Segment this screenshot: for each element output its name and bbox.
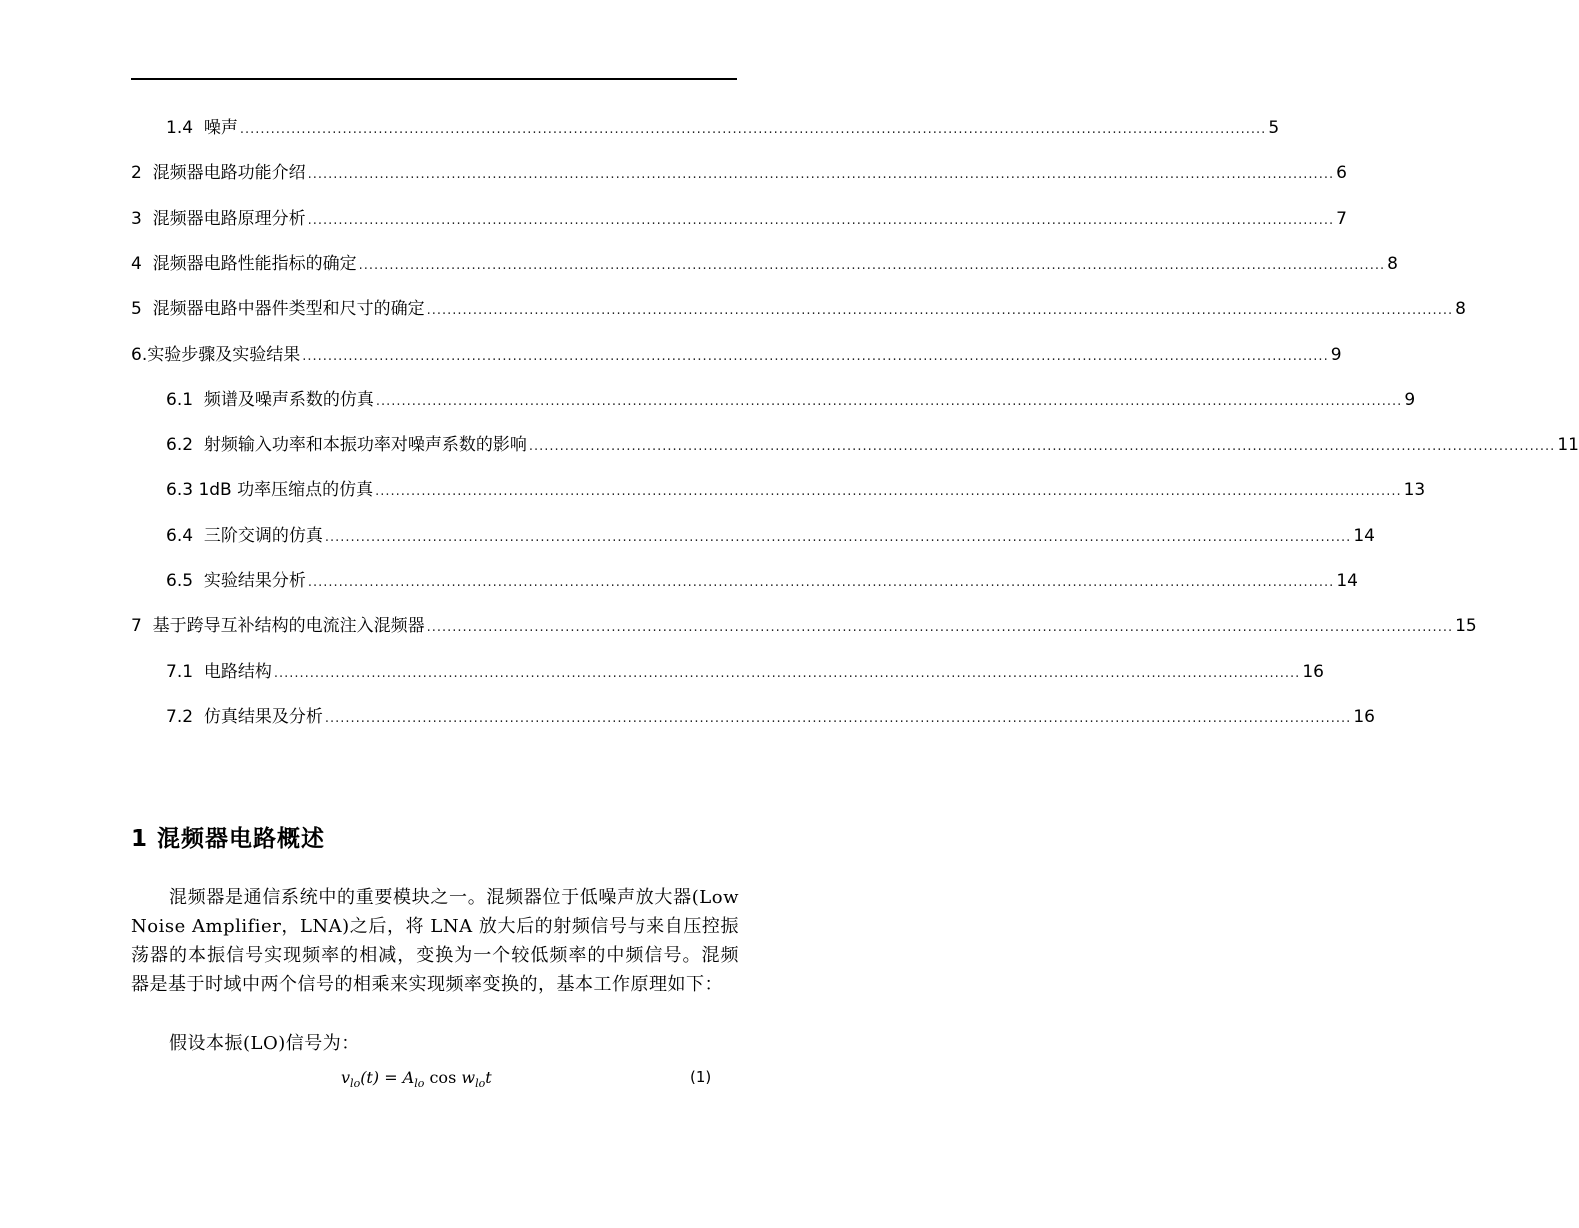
toc-entry-page-number: 15: [1455, 616, 1477, 636]
toc-entry-label: 1.4 噪声: [166, 118, 238, 138]
toc-entry-page-number: 8: [1387, 254, 1398, 274]
toc-entry-page-number: 9: [1404, 390, 1416, 410]
toc-leader-dots: ........................................................................................................................................................................................................: [302, 349, 1329, 364]
toc-entry[interactable]: [166, 433, 1579, 457]
toc-leader-dots: ........................................................................................................................................................................................................: [307, 213, 1335, 228]
intro-paragraph: 混频器是通信系统中的重要模块之一。混频器位于低噪声放大器(Low Noise Amplifier，LNA)之后，将 LNA 放大后的射频信号与来自压控振荡器的本振信号实现频率的相减，变换为一个较低频率的中频信号。混频器是基于时域中两个信号的相乘来实现频率变换的，基本工作原理如下：: [131, 887, 739, 995]
toc-entry[interactable]: [131, 343, 1342, 367]
header-rule: [131, 78, 737, 80]
toc-leader-dots: ........................................................................................................................................................................................................: [375, 484, 1402, 499]
toc-entry[interactable]: [131, 297, 1466, 321]
toc-leader-dots: ........................................................................................................................................................................................................: [324, 530, 1352, 545]
toc-leader-dots: ........................................................................................................................................................................................................: [375, 394, 1403, 409]
toc-leader-dots: ........................................................................................................................................................................................................: [528, 439, 1556, 454]
toc-entry[interactable]: [131, 252, 1398, 276]
toc-leader-dots: ........................................................................................................................................................................................................: [358, 258, 1386, 273]
toc-entry-page-number: 6: [1336, 163, 1347, 183]
toc-entry[interactable]: [131, 161, 1347, 185]
toc-entry-label: 6.实验步骤及实验结果: [131, 345, 301, 365]
toc-entry-page-number: 9: [1330, 345, 1342, 365]
section-heading: 1 混频器电路概述: [131, 826, 326, 852]
toc-entry-label: 7.1 电路结构: [166, 662, 272, 682]
toc-entry-label: 2 混频器电路功能介绍: [131, 163, 306, 183]
toc-entry-label: 3 混频器电路原理分析: [131, 209, 306, 229]
toc-entry-label: 6.3 1dB 功率压缩点的仿真: [166, 480, 374, 500]
toc-entry-label: 5 混频器电路中器件类型和尺寸的确定: [131, 299, 425, 319]
toc-entry[interactable]: [131, 207, 1347, 231]
toc-entry-page-number: 7: [1336, 209, 1347, 229]
toc-entry-label: 4 混频器电路性能指标的确定: [131, 254, 357, 274]
equation-lo-signal: $v_{lo}(t) = A_{lo}$ $\cos w_{lo}t$: [341, 1068, 492, 1091]
toc-leader-dots: ........................................................................................................................................................................................................: [324, 711, 1352, 726]
toc-leader-dots: ........................................................................................................................................................................................................: [426, 620, 1454, 635]
toc-entry[interactable]: [166, 388, 1416, 412]
toc-entry[interactable]: [166, 478, 1426, 502]
toc-entry-page-number: 16: [1353, 707, 1375, 727]
toc-entry-page-number: 16: [1302, 662, 1324, 682]
toc-entry-page-number: 5: [1268, 118, 1280, 138]
toc-leader-dots: ........................................................................................................................................................................................................: [307, 167, 1335, 182]
toc-entry-page-number: 14: [1353, 526, 1375, 546]
toc-leader-dots: ........................................................................................................................................................................................................: [273, 666, 1301, 681]
toc-entry-label: 6.5 实验结果分析: [166, 571, 306, 591]
toc-entry[interactable]: [166, 705, 1375, 729]
toc-entry-label: 7.2 仿真结果及分析: [166, 707, 323, 727]
toc-leader-dots: ........................................................................................................................................................................................................: [239, 122, 1267, 137]
toc-entry-label: 6.4 三阶交调的仿真: [166, 526, 323, 546]
toc-leader-dots: ........................................................................................................................................................................................................: [426, 303, 1454, 318]
toc-entry-label: 6.2 射频输入功率和本振功率对噪声系数的影响: [166, 435, 527, 455]
toc-entry-page-number: 11: [1557, 435, 1579, 455]
toc-entry-page-number: 8: [1455, 299, 1466, 319]
toc-entry[interactable]: [166, 116, 1280, 140]
toc-entry[interactable]: [166, 524, 1375, 548]
toc-entry-page-number: 13: [1403, 480, 1426, 500]
toc-entry[interactable]: [166, 660, 1324, 684]
toc-entry[interactable]: [131, 614, 1477, 638]
toc-leader-dots: ........................................................................................................................................................................................................: [307, 575, 1335, 590]
toc-entry[interactable]: [166, 569, 1358, 593]
equation-number: (1): [690, 1068, 712, 1086]
toc-entry-page-number: 14: [1336, 571, 1358, 591]
toc-entry-label: 6.1 频谱及噪声系数的仿真: [166, 390, 374, 410]
lo-signal-paragraph: 假设本振(LO)信号为：: [169, 1033, 360, 1054]
toc-entry-label: 7 基于跨导互补结构的电流注入混频器: [131, 616, 425, 636]
